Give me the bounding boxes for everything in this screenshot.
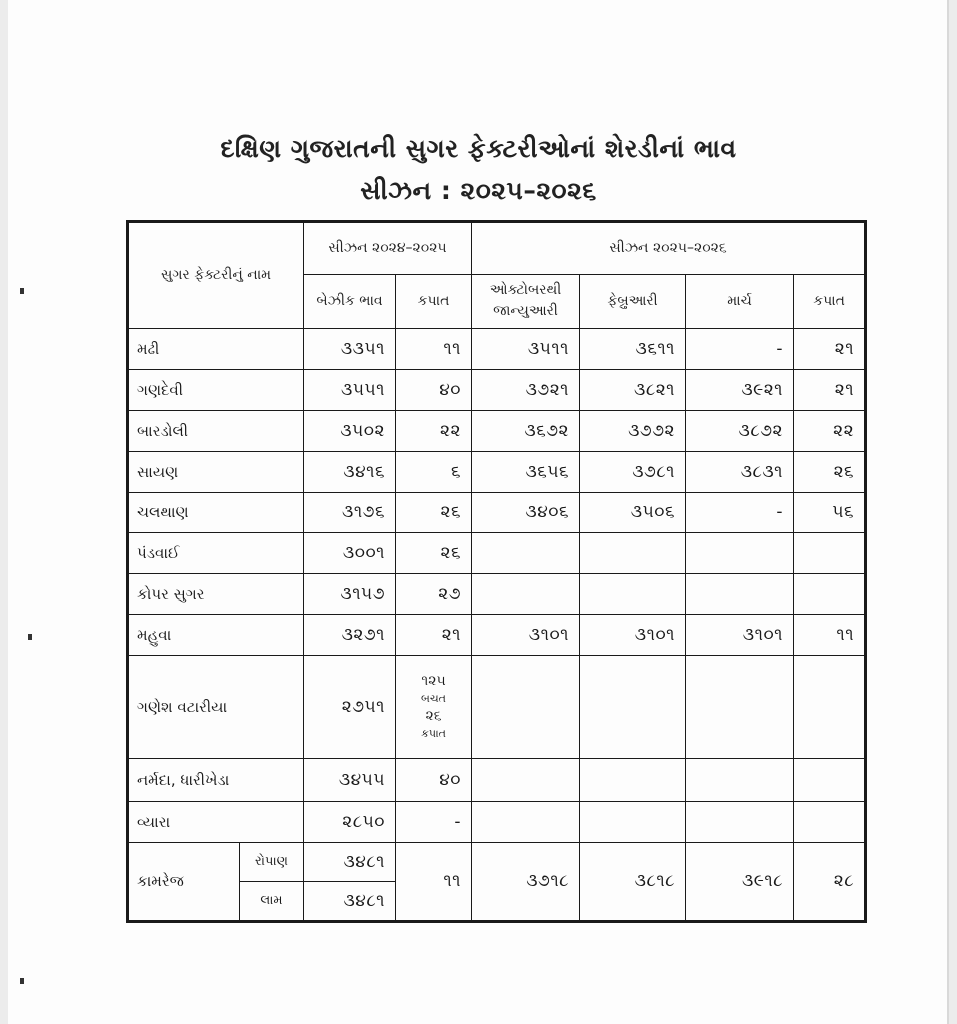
basic-price: ૩૩૫૧: [304, 328, 396, 369]
factory-name: ચલથાણ: [128, 492, 304, 533]
deduction-curr: [794, 801, 866, 842]
basic-price: ૩૪૫૫: [304, 758, 396, 801]
oct-jan-price: [472, 801, 580, 842]
basic-price: ૩૪૮૧: [304, 842, 396, 881]
deduction: ૨૭: [396, 574, 472, 615]
oct-jan-price: ૩૫૧૧: [472, 328, 580, 369]
march-price: ૩૮૩૧: [686, 451, 794, 492]
deduction-curr: ૧૧: [794, 615, 866, 656]
march-price: [686, 758, 794, 801]
header-factory-name: સુગર ફેક્ટરીનું નામ: [128, 222, 304, 329]
basic-price: ૨૭૫૧: [304, 656, 396, 758]
header-deduction: કપાત: [396, 275, 472, 328]
deduction-curr: ૨૧: [794, 328, 866, 369]
deduction-stack: [396, 656, 472, 758]
ropan-label: રોપાણ: [240, 842, 304, 881]
deduction: ૬: [396, 451, 472, 492]
table-row: [128, 801, 866, 842]
margin-mark: [28, 634, 32, 640]
header-february: ફેબ્રુઆરી: [580, 275, 686, 328]
oct-jan-price: ૩૭૨૧: [472, 369, 580, 410]
basic-price: ૩૨૭૧: [304, 615, 396, 656]
deduction-value: ૨૬: [425, 708, 442, 725]
oct-jan-price: ૩૧૦૧: [472, 615, 580, 656]
march-price: [686, 656, 794, 758]
march-price: ૩૯૧૮: [686, 842, 794, 921]
march-price: ૩૯૨૧: [686, 369, 794, 410]
basic-price: ૩૪૧૬: [304, 451, 396, 492]
factory-name: કોપર સુગર: [128, 574, 304, 615]
factory-name: નર્મદા, ધારીખેડા: [128, 758, 304, 801]
oct-jan-price: [472, 533, 580, 574]
table-row: [128, 615, 866, 656]
header-season-curr: સીઝન ૨૦૨૫–૨૦૨૬: [472, 222, 866, 275]
saving-label: બચત: [421, 692, 446, 706]
margin-mark: [20, 978, 24, 984]
deduction-curr: ૨૬: [794, 451, 866, 492]
february-price: ૩૮૨૧: [580, 369, 686, 410]
document-title: દક્ષિણ ગુજરાતની સુગર ફેક્ટરીઓનાં શેરડીનાં ભાવ: [220, 134, 737, 163]
table-row: [128, 574, 866, 615]
deduction-label: કપાત: [421, 727, 446, 741]
factory-name: ગણેશ વટારીયા: [128, 656, 304, 758]
oct-jan-price: ૩૬૫૬: [472, 451, 580, 492]
table-row: [128, 451, 866, 492]
march-price: ૩૮૭૨: [686, 410, 794, 451]
deduction: -: [396, 801, 472, 842]
basic-price: ૩૫૦૨: [304, 410, 396, 451]
oct-jan-price: ૩૬૭૨: [472, 410, 580, 451]
deduction-curr: ૨૨: [794, 410, 866, 451]
factory-name: મઢી: [128, 328, 304, 369]
deduction: ૨૨: [396, 410, 472, 451]
factory-name: મહુવા: [128, 615, 304, 656]
table-row: [128, 410, 866, 451]
factory-name: કામરેજ: [128, 842, 240, 921]
price-table: [126, 220, 867, 923]
basic-price: ૩૦૦૧: [304, 533, 396, 574]
deduction: ૪૦: [396, 369, 472, 410]
oct-jan-price: [472, 758, 580, 801]
february-price: ૩૮૧૮: [580, 842, 686, 921]
basic-price: ૩૪૮૧: [304, 881, 396, 921]
deduction: ૧૧: [396, 842, 472, 921]
header-march: માર્ચ: [686, 275, 794, 328]
table-row: [128, 369, 866, 410]
lam-label: લામ: [240, 881, 304, 921]
deduction: ૨૬: [396, 492, 472, 533]
deduction-curr: [794, 574, 866, 615]
deduction-curr: [794, 656, 866, 758]
factory-name: બારડોલી: [128, 410, 304, 451]
march-price: [686, 801, 794, 842]
basic-price: ૩૧૫૭: [304, 574, 396, 615]
february-price: [580, 574, 686, 615]
deduction: ૨૧: [396, 615, 472, 656]
march-price: -: [686, 492, 794, 533]
march-price: -: [686, 328, 794, 369]
deduction-curr: ૨૧: [794, 369, 866, 410]
march-price: [686, 533, 794, 574]
saving-value: ૧૨૫: [421, 673, 446, 690]
february-price: ૩૬૧૧: [580, 328, 686, 369]
header-season-prev: સીઝન ૨૦૨૪–૨૦૨૫: [304, 222, 472, 275]
table-row: [128, 492, 866, 533]
table-row: [128, 656, 866, 758]
factory-name: પંડવાઈ: [128, 533, 304, 574]
march-price: ૩૧૦૧: [686, 615, 794, 656]
basic-price: ૩૧૭૬: [304, 492, 396, 533]
header-oct-jan: ઓક્ટોબરથી જાન્યુઆરી: [472, 275, 580, 328]
factory-name: સાયણ: [128, 451, 304, 492]
oct-jan-price: [472, 656, 580, 758]
deduction-curr: ૫૬: [794, 492, 866, 533]
oct-jan-price: ૩૭૧૮: [472, 842, 580, 921]
deduction: ૪૦: [396, 758, 472, 801]
february-price: [580, 758, 686, 801]
basic-price: ૩૫૫૧: [304, 369, 396, 410]
february-price: [580, 533, 686, 574]
february-price: [580, 656, 686, 758]
deduction: ૨૬: [396, 533, 472, 574]
basic-price: ૨૮૫૦: [304, 801, 396, 842]
march-price: [686, 574, 794, 615]
deduction-curr: ૨૮: [794, 842, 866, 921]
table-row: [128, 842, 866, 881]
february-price: ૩૧૦૧: [580, 615, 686, 656]
deduction-curr: [794, 533, 866, 574]
february-price: [580, 801, 686, 842]
table-row: [128, 328, 866, 369]
factory-name: ગણદેવી: [128, 369, 304, 410]
season-title: સીઝન : ૨૦૨૫–૨૦૨૬: [360, 176, 597, 205]
oct-jan-price: [472, 574, 580, 615]
oct-jan-price: ૩૪૦૬: [472, 492, 580, 533]
margin-mark: [20, 288, 24, 294]
february-price: ૩૭૭૨: [580, 410, 686, 451]
february-price: ૩૭૮૧: [580, 451, 686, 492]
deduction: ૧૧: [396, 328, 472, 369]
table-row: [128, 533, 866, 574]
header-deduction-curr: કપાત: [794, 275, 866, 328]
factory-name: વ્યારા: [128, 801, 304, 842]
header-basic-price: બેઝીક ભાવ: [304, 275, 396, 328]
price-table-container: [126, 220, 864, 923]
deduction-curr: [794, 758, 866, 801]
february-price: ૩૫૦૬: [580, 492, 686, 533]
table-row: [128, 758, 866, 801]
